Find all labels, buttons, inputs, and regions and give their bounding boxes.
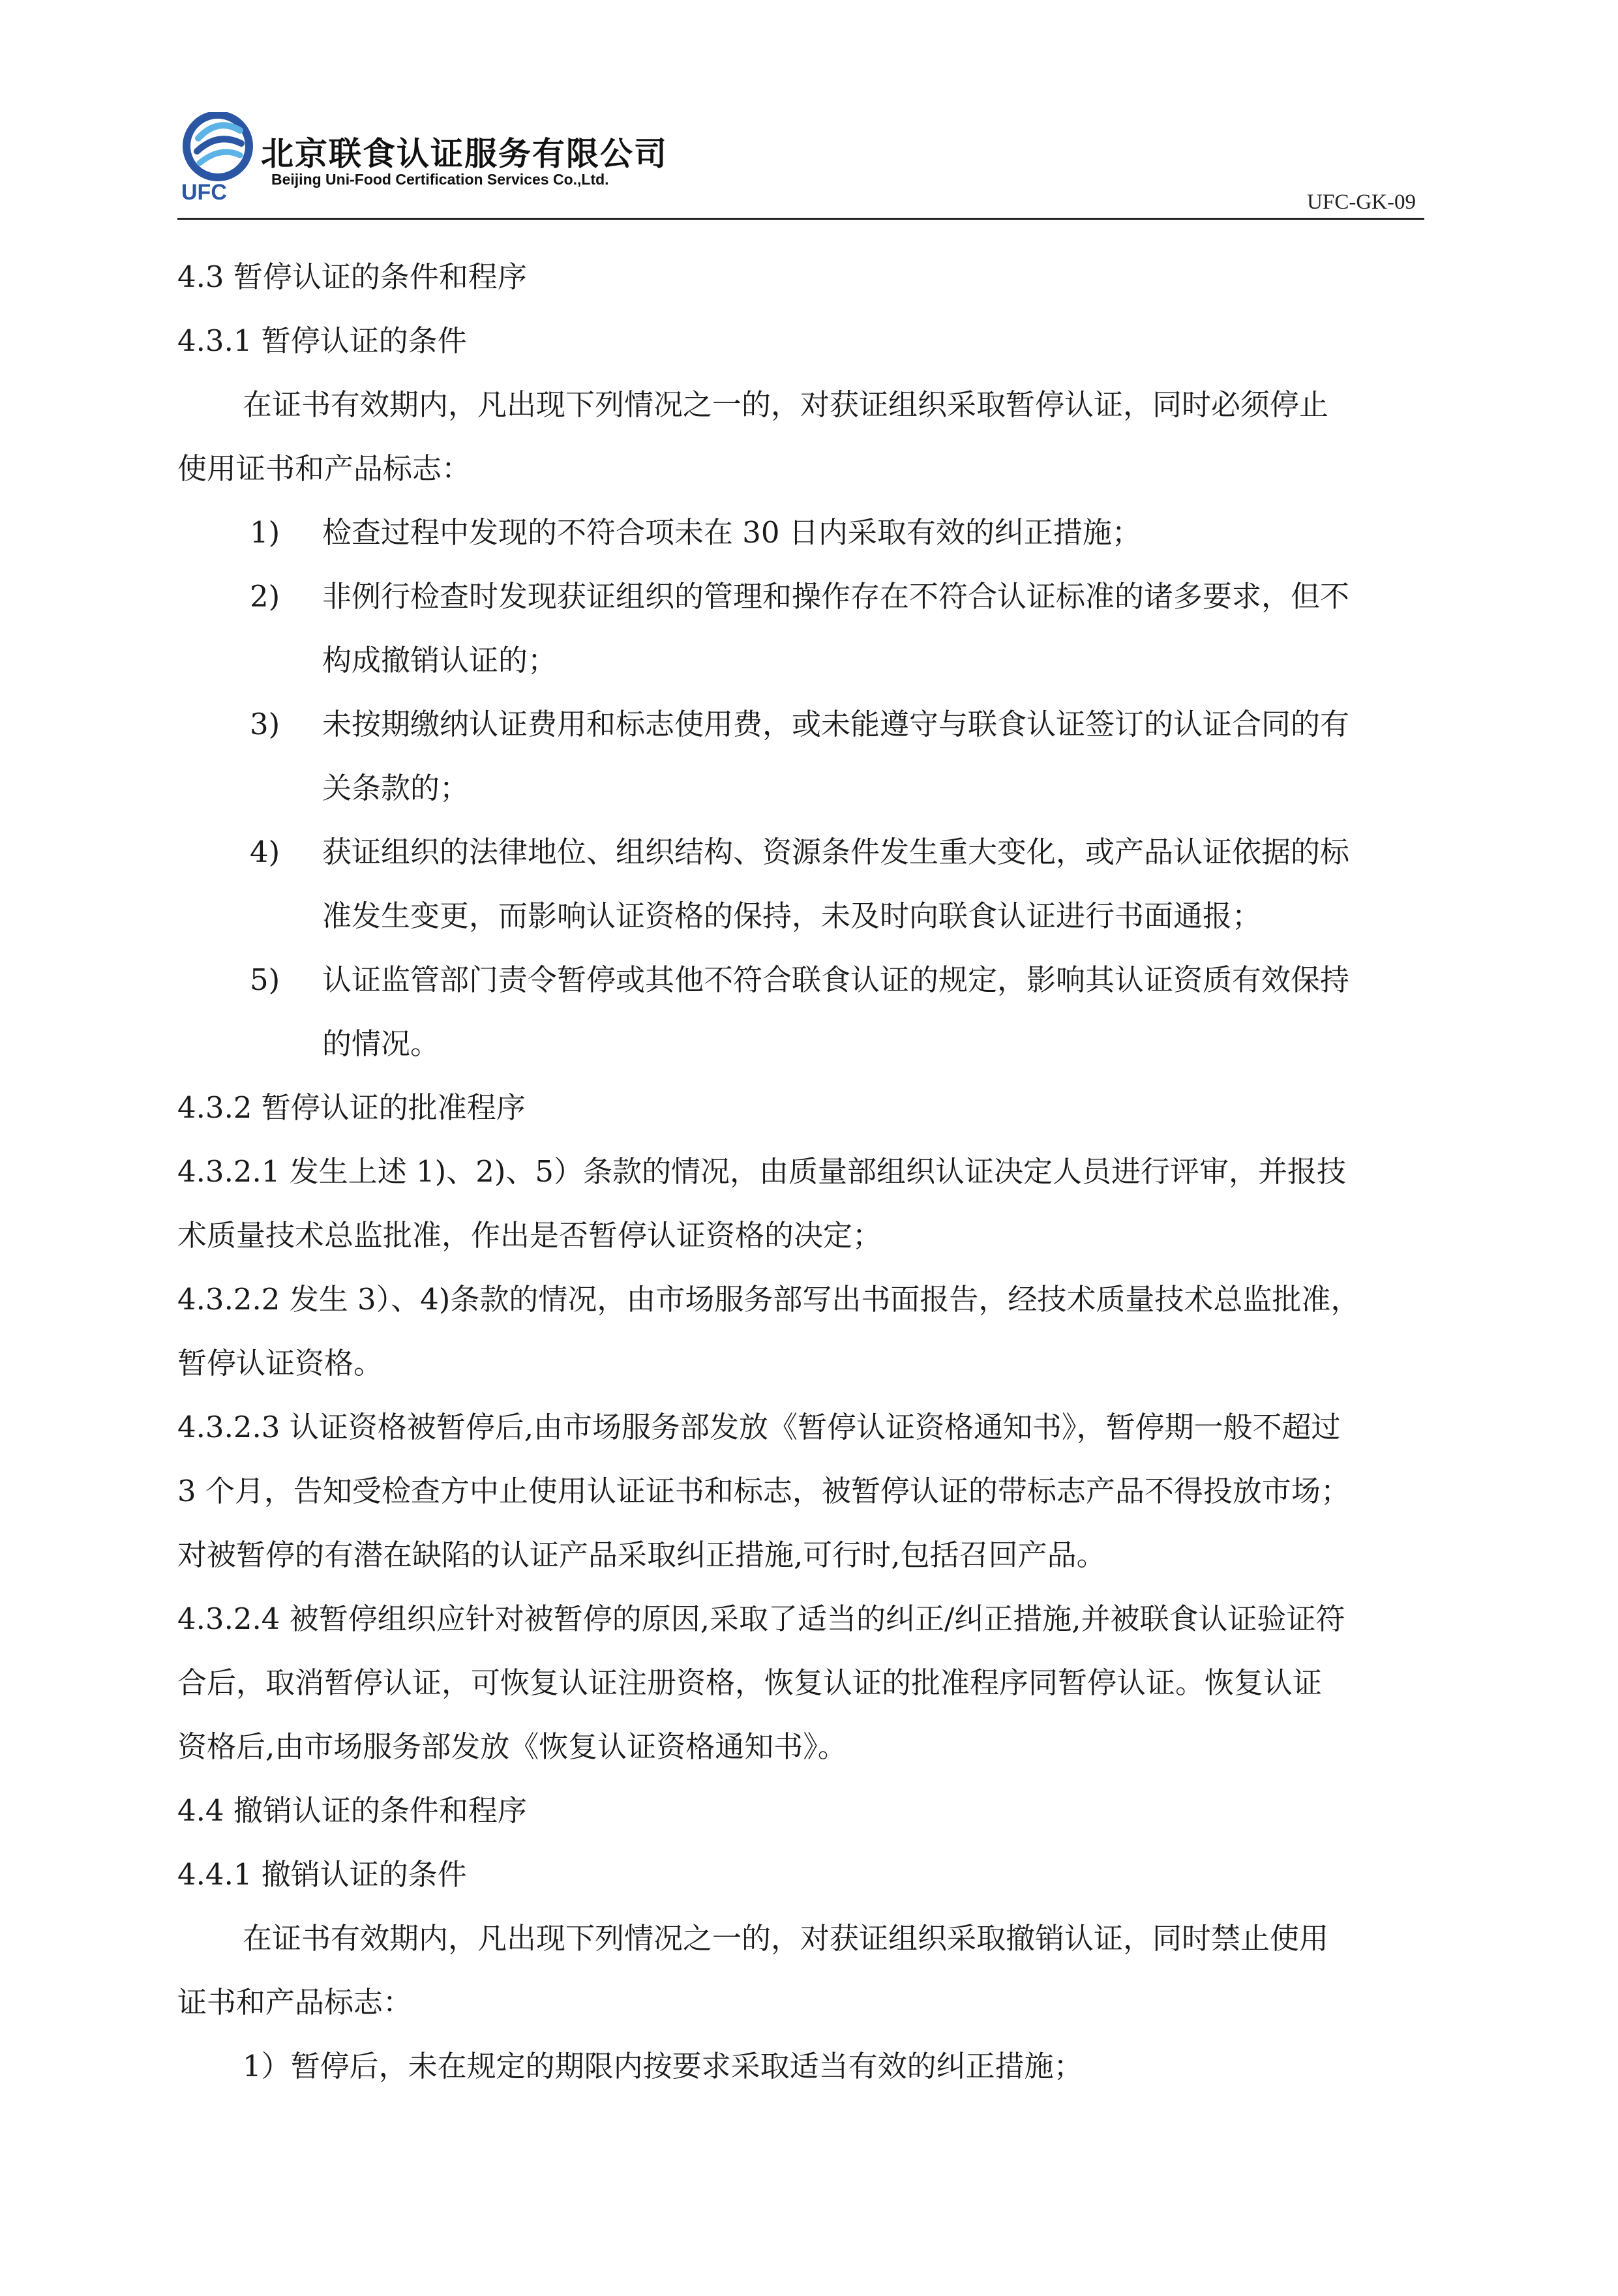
header-divider	[177, 218, 1424, 220]
list-item-text: 认证监管部门责令暂停或其他不符合联食认证的规定，影响其认证资质有效保持	[322, 962, 1350, 997]
clause-4-3-2-4-line: 4.3.2.4 被暂停组织应针对被暂停的原因,采取了适当的纠正/纠正措施,并被联食认证验证符	[177, 1602, 1345, 1636]
list-item	[177, 501, 1444, 565]
clause-4-3-2-2-line: 4.3.2.2 发生 3）、4)条款的情况，由市场服务部写出书面报告，经技术质量技术总监批准，	[177, 1282, 1360, 1317]
paragraph-line: 在证书有效期内，凡出现下列情况之一的，对获证组织采取撤销认证，同时禁止使用	[243, 1921, 1329, 1956]
list-item-number: 3)	[250, 707, 280, 741]
list-item-continuation: 的情况。	[322, 1026, 440, 1061]
list-item	[177, 820, 1444, 884]
section-heading-4-3-2: 4.3.2 暂停认证的批准程序	[177, 1090, 526, 1125]
list-item-number: 1)	[250, 515, 280, 550]
section-heading-4-3-1: 4.3.1 暂停认证的条件	[177, 323, 467, 358]
list-item-number: 2)	[250, 579, 280, 614]
company-name-chinese: 北京联食认证服务有限公司	[261, 135, 668, 173]
list-item-text: 获证组织的法律地位、组织结构、资源条件发生重大变化，或产品认证依据的标	[322, 835, 1350, 869]
clause-4-3-2-3-line: 3 个月，告知受检查方中止使用认证证书和标志，被暂停认证的带标志产品不得投放市场；	[177, 1474, 1350, 1508]
list-item-continuation: 准发生变更，而影响认证资格的保持，未及时向联食认证进行书面通报；	[322, 899, 1262, 933]
clause-4-3-2-1-line: 术质量技术总监批准，作出是否暂停认证资格的决定；	[177, 1218, 882, 1253]
document-code: UFC-GK-09	[1307, 190, 1416, 214]
clause-4-3-2-3-line: 4.3.2.3 认证资格被暂停后,由市场服务部发放《暂停认证资格通知书》，暂停期一般不超过	[177, 1410, 1341, 1444]
paragraph-line: 使用证书和产品标志：	[177, 451, 472, 486]
clause-4-3-2-4-line: 资格后,由市场服务部发放《恢复认证资格通知书》。	[177, 1729, 847, 1764]
logo-text: UFC	[181, 180, 227, 202]
ufc-logo	[177, 112, 261, 202]
list-item	[177, 693, 1444, 756]
list-item	[177, 565, 1444, 629]
clause-4-3-2-3-line: 对被暂停的有潜在缺陷的认证产品采取纠正措施,可行时,包括召回产品。	[177, 1538, 1106, 1572]
section-heading-4-3: 4.3 暂停认证的条件和程序	[177, 260, 527, 294]
clause-4-3-2-4-line: 合后，取消暂停认证，可恢复认证注册资格，恢复认证的批准程序同暂停认证。恢复认证	[177, 1665, 1323, 1700]
list-item-text: 未按期缴纳认证费用和标志使用费，或未能遵守与联食认证签订的认证合同的有	[322, 707, 1350, 741]
list-item-number: 4)	[250, 835, 280, 869]
document-body	[177, 245, 1444, 2098]
clause-4-3-2-2-line: 暂停认证资格。	[177, 1346, 383, 1380]
section-heading-4-4: 4.4 撤销认证的条件和程序	[177, 1793, 527, 1828]
paragraph-line: 证书和产品标志：	[177, 1985, 413, 2020]
list-item	[177, 948, 1444, 1012]
list-item-continuation: 关条款的；	[322, 771, 470, 805]
company-name-english: Beijing Uni-Food Certification Services Co.,Ltd.	[271, 171, 609, 188]
paragraph-line: 在证书有效期内，凡出现下列情况之一的，对获证组织采取暂停认证，同时必须停止	[243, 387, 1329, 422]
list-item-text: 非例行检查时发现获证组织的管理和操作存在不符合认证标准的诸多要求，但不	[322, 579, 1350, 614]
list-item-text: 检查过程中发现的不符合项未在 30 日内采取有效的纠正措施；	[322, 515, 1141, 550]
clause-4-3-2-1-line: 4.3.2.1 发生上述 1)、2)、5）条款的情况，由质量部组织认证决定人员进行评审，并报技	[177, 1154, 1347, 1189]
ufc-logo-icon	[177, 112, 261, 202]
list-item: 1）暂停后，未在规定的期限内按要求采取适当有效的纠正措施；	[243, 2049, 1083, 2083]
list-item-continuation: 构成撤销认证的；	[322, 643, 558, 678]
list-item-number: 5)	[250, 962, 280, 997]
section-heading-4-4-1: 4.4.1 撤销认证的条件	[177, 1857, 467, 1892]
